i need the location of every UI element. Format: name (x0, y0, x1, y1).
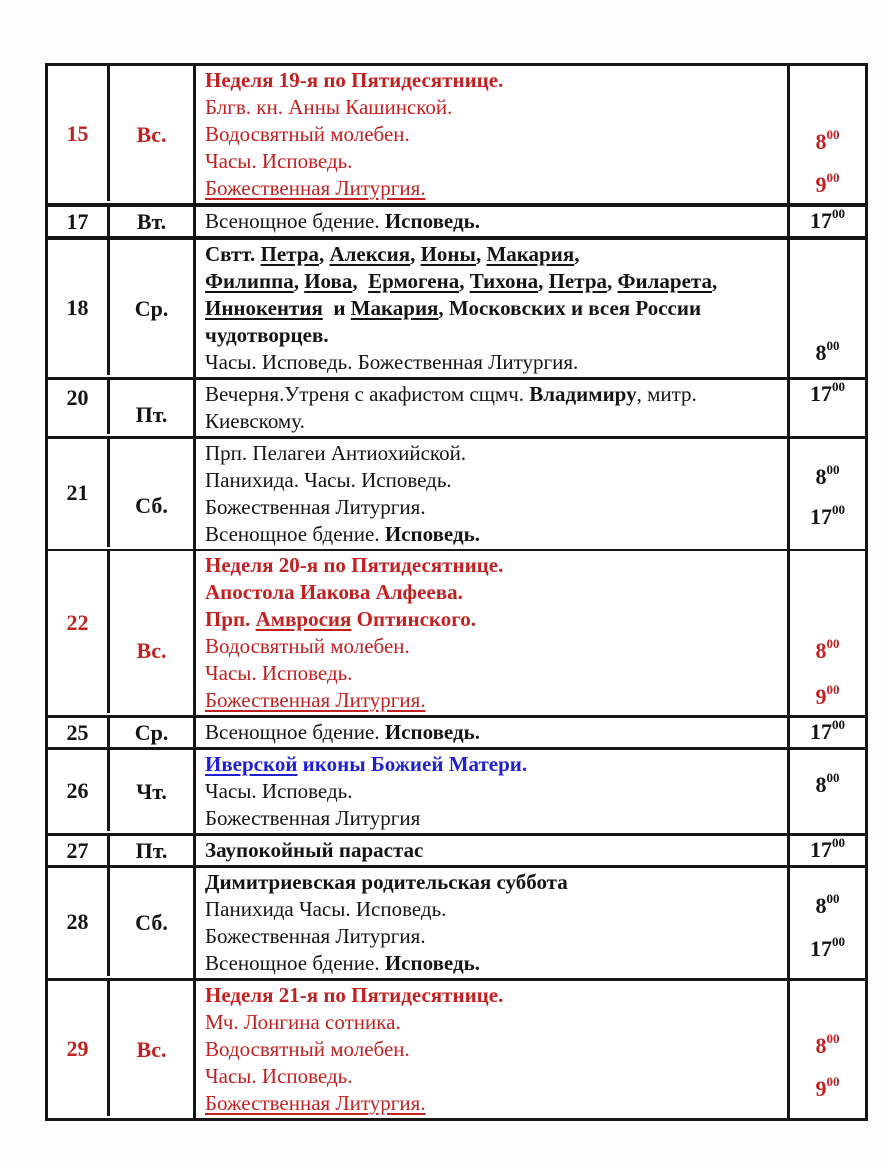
text-segment: иконы Божией Матери. (297, 752, 528, 776)
service-line (205, 1063, 783, 1090)
time-hour: 17 (810, 936, 832, 961)
text-segment: Прп. (205, 607, 256, 631)
time-superscript: 00 (832, 934, 845, 949)
time-superscript: 00 (832, 207, 845, 221)
time-superscript: 00 (826, 169, 840, 185)
date-label: 22 (66, 610, 89, 635)
service-line (205, 719, 783, 746)
time-superscript: 00 (826, 635, 840, 651)
text-segment: Ермогена (368, 269, 460, 293)
day-cell (110, 551, 196, 715)
service-line (205, 408, 783, 435)
service-line (205, 579, 783, 606)
time-cell (790, 380, 865, 434)
text-segment: , (475, 242, 487, 266)
date-cell (48, 380, 110, 434)
text-segment: Часы. Исповедь. (205, 1064, 353, 1088)
text-segment: Часы. Исповедь. (205, 661, 353, 685)
text-segment: , (538, 269, 549, 293)
service-line (205, 1009, 783, 1036)
date-label: 29 (66, 1035, 89, 1061)
services-cell (196, 240, 790, 377)
text-segment: Иннокентия (205, 296, 323, 320)
text-segment: , (574, 242, 580, 266)
date-cell (48, 718, 110, 747)
text-segment: Всенощное бдение. (205, 951, 385, 975)
time-hour: 17 (810, 504, 832, 530)
service-line (205, 175, 783, 202)
day-cell (110, 66, 196, 203)
services-cell (196, 380, 790, 436)
time-value (790, 171, 865, 198)
text-segment: , митр. (636, 382, 697, 406)
date-label: 18 (66, 294, 89, 320)
text-segment: чудотворцев. (205, 323, 329, 347)
day-cell (110, 240, 196, 377)
text-segment: Димитриевская родительская суббота (205, 870, 568, 894)
service-line (205, 606, 783, 633)
time-hour: 17 (810, 836, 832, 862)
service-line (205, 1036, 783, 1063)
day-cell (110, 981, 196, 1118)
time-cell (790, 750, 865, 831)
day-cell (110, 439, 196, 549)
date-label: 20 (66, 385, 89, 410)
date-cell (48, 836, 110, 865)
text-segment: Мч. Лонгина сотника. (205, 1010, 401, 1034)
text-segment: Неделя 19-я по Пятидесятнице. (205, 68, 504, 92)
time-value (790, 936, 865, 963)
text-segment: Божественная Литургия. (205, 176, 426, 200)
day-label: Вс. (136, 121, 167, 147)
table-row (48, 207, 865, 240)
time-superscript: 00 (826, 461, 840, 477)
text-segment: Свтт. (205, 242, 261, 266)
text-segment: Иверской (205, 752, 298, 776)
date-cell (48, 439, 110, 547)
time-cell (790, 718, 865, 747)
date-cell (48, 551, 110, 713)
time-superscript: 00 (826, 338, 840, 354)
time-hour: 9 (815, 1076, 827, 1101)
time-value (790, 892, 865, 919)
text-segment: Алексия (329, 242, 411, 266)
services-cell (196, 868, 790, 978)
time-hour: 8 (815, 463, 827, 489)
time-superscript: 00 (826, 770, 840, 786)
text-segment: Оптинского. (351, 607, 477, 631)
date-cell (48, 868, 110, 976)
text-segment: Исповедь. (384, 522, 480, 546)
text-segment: Часы. Исповедь. (205, 779, 353, 803)
table-row (48, 981, 865, 1118)
day-cell (110, 380, 196, 436)
text-segment: Исповедь. (384, 209, 480, 233)
time-hour: 8 (815, 128, 827, 154)
day-label: Вс. (136, 1036, 167, 1062)
time-hour: 17 (810, 718, 832, 744)
date-label: 28 (66, 909, 89, 934)
service-line (205, 751, 783, 778)
date-label: 21 (66, 480, 89, 505)
day-cell (110, 750, 196, 833)
service-line (205, 440, 783, 467)
time-value (790, 1032, 865, 1059)
service-line (205, 381, 783, 408)
service-line (205, 521, 783, 548)
day-label: Пт. (135, 402, 168, 427)
service-line (205, 94, 783, 121)
text-segment: Панихида Часы. Исповедь. (205, 897, 447, 921)
service-line (205, 67, 783, 94)
service-line (205, 778, 783, 805)
time-value (790, 836, 865, 863)
time-superscript: 00 (826, 126, 840, 142)
table-row (48, 66, 865, 207)
service-line (205, 552, 783, 579)
service-line (205, 322, 783, 349)
service-line (205, 349, 783, 376)
text-segment: Водосвятный молебен. (205, 634, 410, 658)
text-segment: Вечерня.Утреня с акафистом сщмч. (205, 382, 530, 406)
table-row (48, 868, 865, 981)
text-segment: Петра (260, 242, 319, 266)
time-value (790, 504, 865, 531)
table-row (48, 240, 865, 380)
time-superscript: 00 (826, 681, 840, 697)
text-segment: Неделя 20-я по Пятидесятнице. (205, 553, 504, 577)
text-segment: Часы. Исповедь. Божественная Литургия. (205, 350, 579, 374)
text-segment: Иова (304, 269, 353, 293)
service-line (205, 660, 783, 687)
time-hour: 17 (810, 207, 832, 233)
day-cell (110, 207, 196, 236)
text-segment: Всенощное бдение. (205, 522, 385, 546)
table-row (48, 836, 865, 868)
date-cell (48, 66, 110, 201)
text-segment: Блгв. кн. Анны Кашинской. (205, 95, 453, 119)
service-line (205, 241, 783, 268)
time-cell (790, 439, 865, 547)
time-hour: 8 (815, 637, 827, 663)
time-value (790, 637, 865, 664)
text-segment: Божественная Литургия. (205, 495, 426, 519)
text-segment: Панихида. Часы. Исповедь. (205, 468, 452, 492)
text-segment: Макария (350, 296, 439, 320)
time-value (790, 128, 865, 155)
table-row (48, 551, 865, 718)
text-segment: , (459, 269, 470, 293)
services-cell (196, 981, 790, 1118)
text-segment: Ионы (420, 242, 476, 266)
date-label: 15 (66, 120, 89, 146)
time-value (790, 380, 865, 407)
text-segment: Апостола Иакова Алфеева. (205, 580, 463, 604)
time-cell (790, 66, 865, 201)
text-segment: , (293, 269, 305, 293)
day-label: Пт. (135, 837, 168, 863)
time-hour: 17 (810, 380, 832, 406)
service-line (205, 494, 783, 521)
services-cell (196, 750, 790, 833)
table-row (48, 718, 865, 750)
service-line (205, 208, 783, 235)
service-line (205, 687, 783, 714)
text-segment: Прп. Пелагеи Антиохийской. (205, 441, 467, 465)
time-cell (790, 551, 865, 713)
day-label: Вт. (136, 208, 167, 234)
day-cell (110, 868, 196, 978)
table-row (48, 750, 865, 836)
service-line (205, 869, 783, 896)
services-cell (196, 836, 790, 865)
table-row (48, 439, 865, 551)
text-segment: , (352, 269, 369, 293)
service-line (205, 896, 783, 923)
service-line (205, 148, 783, 175)
services-cell (196, 66, 790, 203)
service-line (205, 467, 783, 494)
text-segment: , Московских и всея России (438, 296, 702, 320)
service-line (205, 633, 783, 660)
text-segment: , (607, 269, 618, 293)
day-label: Ср. (134, 719, 169, 745)
text-segment: Водосвятный молебен. (205, 1037, 410, 1061)
text-segment: Всенощное бдение. (205, 209, 385, 233)
service-line (205, 950, 783, 977)
time-hour: 8 (815, 772, 827, 798)
text-segment: Киевскому. (205, 409, 305, 433)
time-cell (790, 207, 865, 236)
services-cell (196, 551, 790, 715)
date-cell (48, 981, 110, 1116)
time-superscript: 00 (832, 380, 845, 394)
service-line (205, 982, 783, 1009)
text-segment: Владимиру (529, 382, 637, 406)
service-line (205, 837, 783, 864)
text-segment: Макария (486, 242, 575, 266)
text-segment: , (410, 242, 421, 266)
time-superscript: 00 (832, 502, 845, 518)
day-label: Сб. (135, 910, 168, 935)
time-superscript: 00 (826, 1030, 840, 1046)
time-hour: 8 (815, 1032, 827, 1058)
time-hour: 9 (815, 171, 827, 197)
date-cell (48, 750, 110, 831)
time-value (790, 772, 865, 799)
time-value (790, 683, 865, 710)
text-segment: Петра (548, 269, 607, 293)
day-cell (110, 836, 196, 865)
service-line (205, 121, 783, 148)
time-cell (790, 836, 865, 865)
services-cell (196, 439, 790, 549)
time-value (790, 463, 865, 490)
text-segment: Божественная Литургия. (205, 1091, 426, 1115)
day-label: Ср. (134, 295, 169, 321)
text-segment: Исповедь. (384, 951, 480, 975)
time-hour: 9 (815, 683, 827, 709)
date-label: 25 (66, 719, 89, 745)
text-segment: Филарета (617, 269, 712, 293)
time-superscript: 00 (826, 890, 840, 906)
time-value (790, 718, 865, 745)
time-hour: 8 (815, 892, 827, 918)
text-segment: Заупокойный парастас (205, 838, 424, 862)
text-segment: Неделя 21-я по Пятидесятнице. (205, 983, 504, 1007)
date-cell (48, 207, 110, 236)
time-cell (790, 868, 865, 976)
time-value (790, 1076, 865, 1103)
text-segment: , (712, 269, 718, 293)
date-label: 17 (66, 208, 89, 234)
time-value (790, 340, 865, 367)
text-segment: Божественная Литургия. (205, 924, 426, 948)
service-line (205, 923, 783, 950)
day-label: Вс. (136, 638, 167, 663)
text-segment: Тихона (469, 269, 539, 293)
text-segment: и (322, 296, 351, 320)
text-segment: Исповедь. (384, 720, 480, 744)
services-cell (196, 207, 790, 236)
table-row (48, 380, 865, 439)
time-superscript: 00 (832, 718, 845, 732)
service-line (205, 1090, 783, 1117)
day-label: Сб. (135, 493, 168, 518)
day-cell (110, 718, 196, 747)
time-value (790, 207, 865, 234)
text-segment: Божественная Литургия. (205, 688, 426, 712)
date-label: 26 (66, 777, 89, 803)
text-segment: Амвросия (255, 607, 352, 631)
text-segment: , (318, 242, 330, 266)
services-cell (196, 718, 790, 747)
text-segment: Всенощное бдение. (205, 720, 385, 744)
day-label: Чт. (136, 778, 167, 804)
schedule-table (45, 63, 868, 1121)
time-superscript: 00 (832, 836, 845, 850)
time-cell (790, 240, 865, 375)
text-segment: Часы. Исповедь. (205, 149, 353, 173)
text-segment: Водосвятный молебен. (205, 122, 410, 146)
text-segment: Божественная Литургия (205, 806, 421, 830)
text-segment: Филиппа (205, 269, 294, 293)
service-line (205, 268, 783, 295)
date-cell (48, 240, 110, 375)
date-label: 27 (66, 837, 89, 863)
service-line (205, 295, 783, 322)
service-line (205, 805, 783, 832)
time-superscript: 00 (826, 1074, 840, 1089)
time-hour: 8 (815, 340, 827, 366)
time-cell (790, 981, 865, 1116)
